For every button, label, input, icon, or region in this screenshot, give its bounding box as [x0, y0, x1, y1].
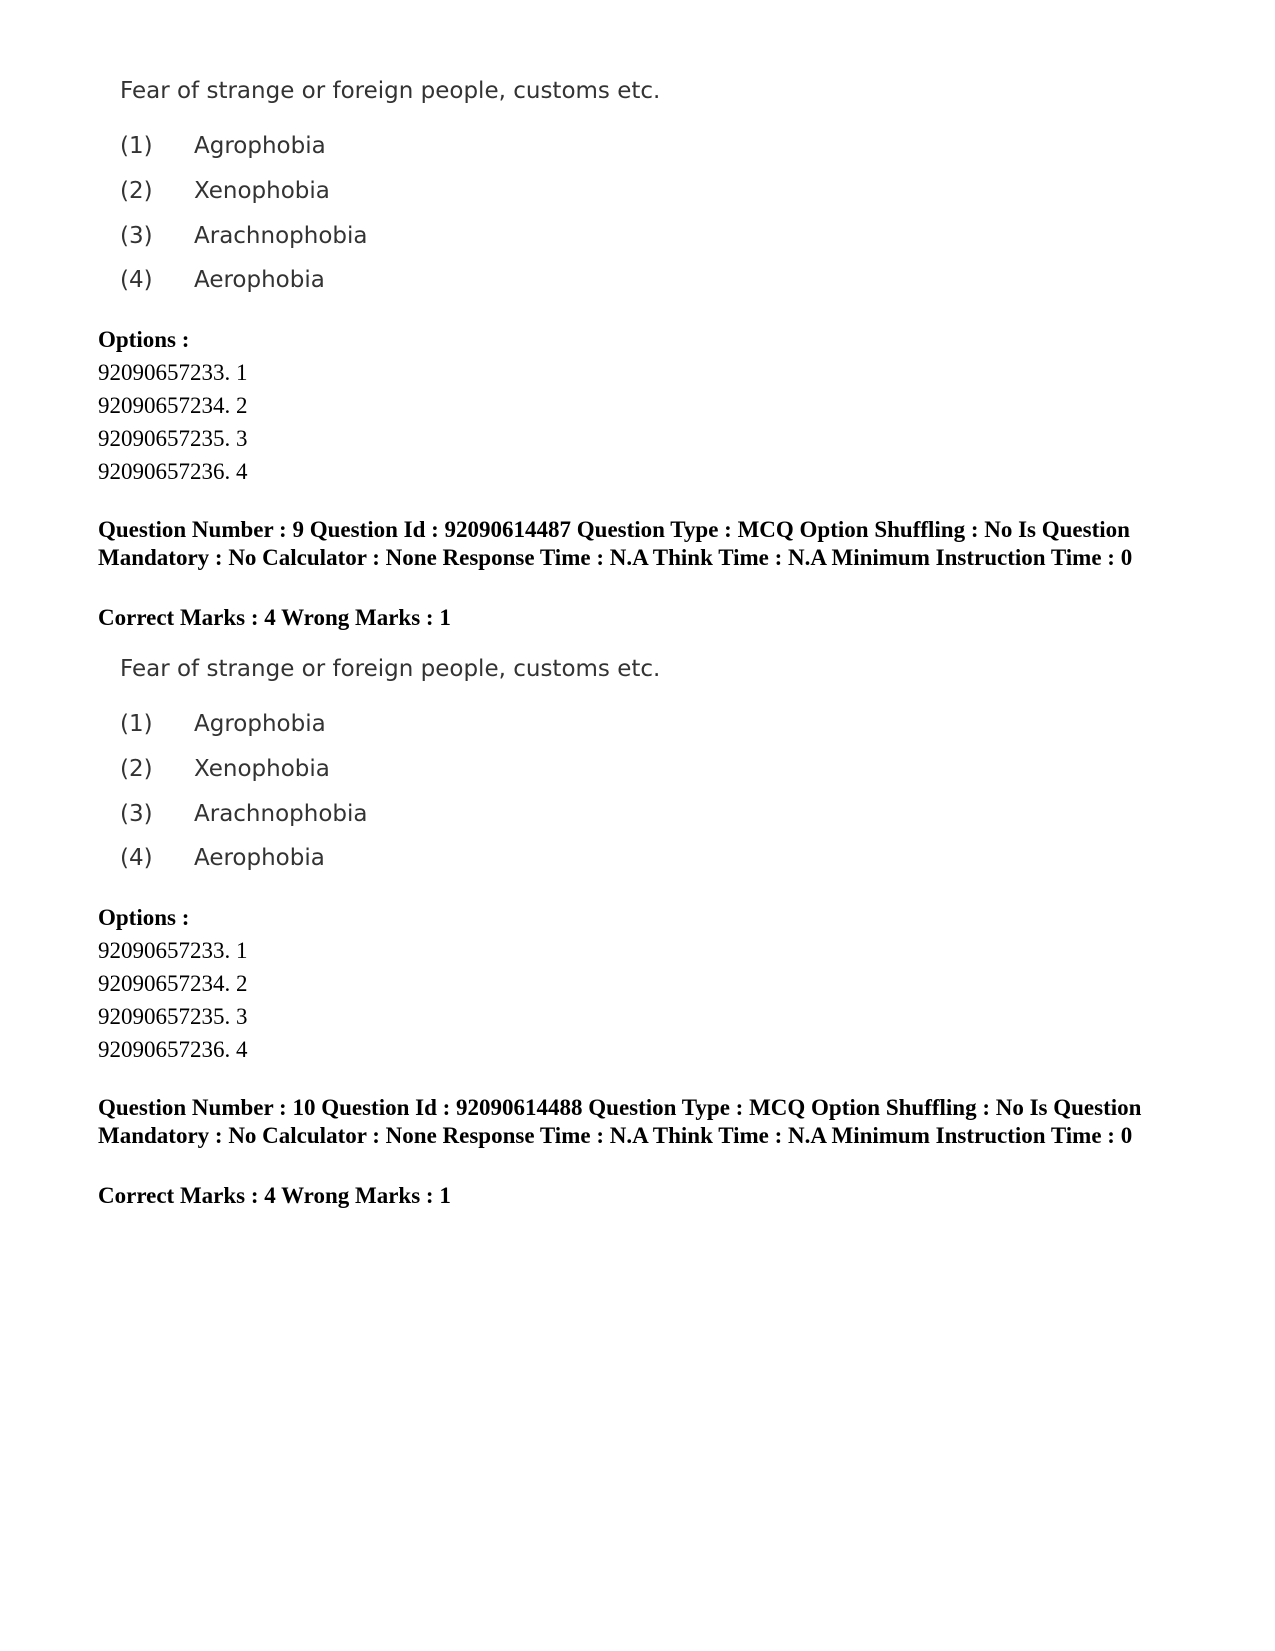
option-line: 92090657233. 1	[98, 938, 248, 963]
choice-item	[120, 709, 326, 739]
option-line: 92090657233. 1	[98, 360, 248, 385]
choice-number: (4)	[120, 845, 153, 871]
options-heading: Options :	[98, 905, 190, 930]
option-line: 92090657235. 3	[98, 1004, 248, 1029]
question-stem: Fear of strange or foreign people, customs etc.	[120, 78, 661, 104]
choice-number: (3)	[120, 223, 153, 249]
choice-text: Aerophobia	[194, 267, 325, 293]
choice-item	[120, 221, 368, 251]
option-line: 92090657236. 4	[98, 1037, 248, 1062]
choice-text: Aerophobia	[194, 845, 325, 871]
choice-number: (2)	[120, 178, 153, 204]
options-heading: Options :	[98, 327, 190, 352]
choice-number: (3)	[120, 801, 153, 827]
option-line: 92090657234. 2	[98, 971, 248, 996]
choice-item	[120, 265, 325, 295]
choice-item	[120, 799, 368, 829]
choice-text: Xenophobia	[194, 178, 330, 204]
choice-text: Xenophobia	[194, 756, 330, 782]
choice-item	[120, 176, 330, 206]
question-stem: Fear of strange or foreign people, customs etc.	[120, 656, 661, 682]
choice-text: Agrophobia	[194, 711, 326, 737]
choice-item	[120, 843, 325, 873]
question-marks: Correct Marks : 4 Wrong Marks : 1	[98, 605, 451, 630]
choice-number: (2)	[120, 756, 153, 782]
question-meta: Question Number : 9 Question Id : 92090614487 Question Type : MCQ Option Shuffling : No Is Question Mandatory : No Calculator : None Response Time : N.A Think Time : N.A Minimum Instruction Time : 0	[98, 517, 1133, 570]
option-line: 92090657236. 4	[98, 459, 248, 484]
option-line: 92090657235. 3	[98, 426, 248, 451]
choice-number: (1)	[120, 711, 153, 737]
choice-text: Arachnophobia	[194, 223, 368, 249]
choice-item	[120, 131, 326, 161]
choice-item	[120, 754, 330, 784]
option-line: 92090657234. 2	[98, 393, 248, 418]
question-marks: Correct Marks : 4 Wrong Marks : 1	[98, 1183, 451, 1208]
question-meta: Question Number : 10 Question Id : 92090614488 Question Type : MCQ Option Shuffling : No Is Question Mandatory : No Calculator : None Response Time : N.A Think Time : N.A Minimum Instruction Time : 0	[98, 1095, 1142, 1148]
choice-number: (1)	[120, 133, 153, 159]
choice-text: Agrophobia	[194, 133, 326, 159]
choice-number: (4)	[120, 267, 153, 293]
choice-text: Arachnophobia	[194, 801, 368, 827]
